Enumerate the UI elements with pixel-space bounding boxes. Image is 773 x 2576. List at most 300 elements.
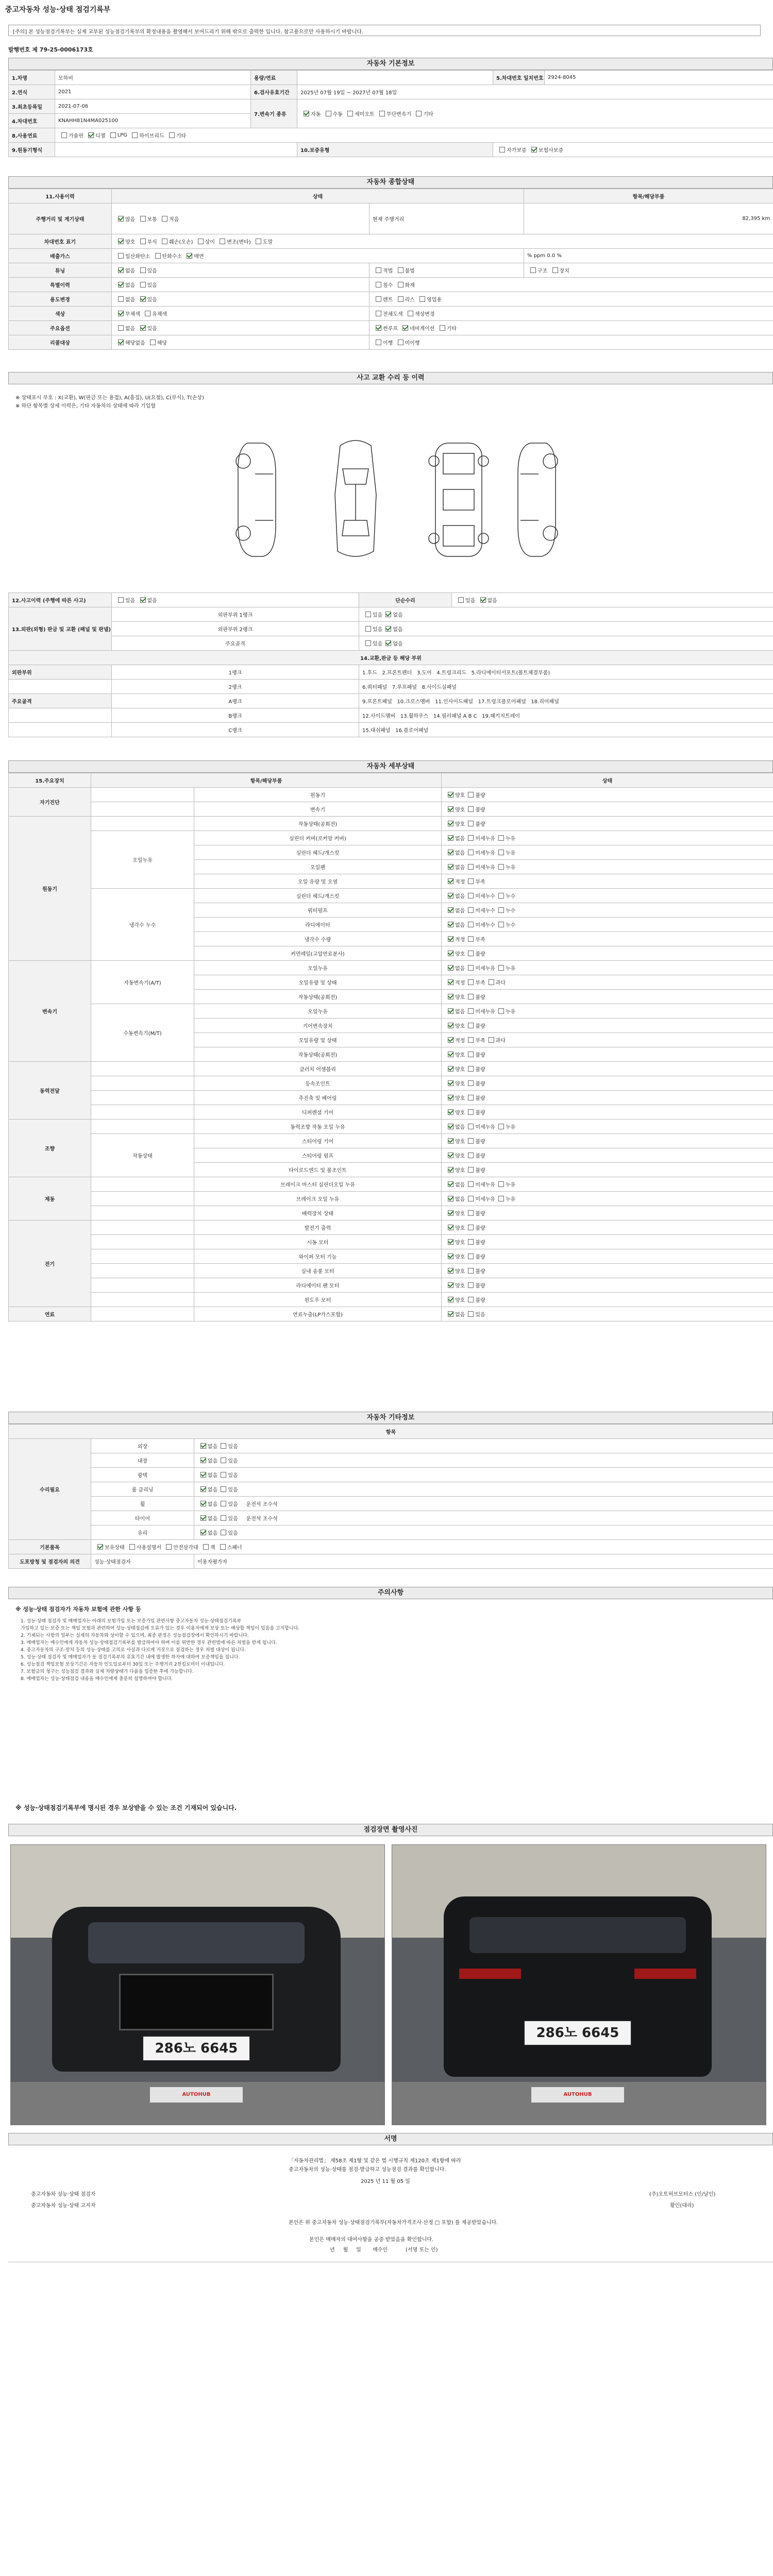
- label-simple-repair: 단순수리: [359, 593, 452, 607]
- label-panel-repair: 13.외판(외형) 판금 및 교환 (패널 및 판넬): [9, 607, 112, 651]
- detail-state-checkbox[interactable]: [448, 1167, 453, 1173]
- detail-state-checkbox[interactable]: [448, 1311, 453, 1317]
- detail-state-checkbox[interactable]: [448, 1080, 453, 1086]
- section-accident-history: 사고 교환 수리 등 이력: [8, 372, 773, 384]
- detail-state-checkbox[interactable]: [448, 979, 453, 985]
- item-room-cleaning: 룸 클리닝: [91, 1482, 194, 1497]
- value-first-reg: 2021-07-06: [55, 99, 251, 114]
- header-main-device: 15.주요장치: [9, 773, 91, 788]
- detail-state: 없음 미세누유 누유: [442, 831, 773, 845]
- item-basic: 기본품목: [9, 1540, 91, 1554]
- header-item: 항목: [9, 1425, 773, 1439]
- notes-paragraphs: 1. 성능·상태 점검자 및 매매업자는 아래의 보험가입 또는 보증가입 관련사항 중고자동차 성능·상태점검기록부 가입하고 있는 보증 또는 책임 보험과 관련하여 성능·상태점검에 오류가 있는 경우 이용자에게 보상 또는 배상할 책임이 있음을 고지합니다. 2. 기재되는 사항의 일부는 실제의 자동차와 상이할 수 있으며, 최종 판정은 성능점검장에서 확인하시기 바랍니다. 3. 매매업자는 매수인에게 자동차 성능·상태점검기록부를 발급하여야 하며 이를 위반한 경우 관련법에 따른 처벌을 받게 됩니다. 4. 중고자동차의 구조·장치 등의 성능·상태를 고의로 사실과 다르게 거짓으로 점검하는 경우 처벌 대상이 됩니다. 5. 성능·상태 점검자 및 매매업자가 동 점검기록부의 유효기간 내에 발생한 하자에 대하여 보증책임을 집니다. 6. 성능점검 책임보험 보상기간은 자동차 인도일로부터 30일 또는 주행거리 2천킬로미터 이내입니다. 7. 보험금의 청구는 성능점검 결과와 실제 차량상태가 다름을 입증한 후에 가능합니다. 8. 매매업자는 성능·상태점검 내용을 매수인에게 충분히 설명하여야 합니다.: [21, 1619, 300, 1682]
- accident-legend: [15, 394, 204, 411]
- detail-state-checkbox[interactable]: [468, 936, 474, 942]
- value-inspector: (주)오토허브모터스 (인/날인): [649, 2192, 716, 2197]
- checkbox-chromatic[interactable]: [145, 311, 150, 316]
- detail-state-checkbox[interactable]: [468, 1297, 474, 1302]
- checkbox-jack[interactable]: [203, 1544, 209, 1550]
- detail-state: 양호 불량: [442, 1293, 773, 1307]
- label-usage-change: 용도변경: [9, 292, 112, 307]
- detail-state-checkbox[interactable]: [468, 1153, 474, 1158]
- detail-state-checkbox[interactable]: [448, 1210, 453, 1216]
- detail-state: 없음 미세누수 누수: [442, 918, 773, 932]
- detail-state-checkbox[interactable]: [468, 965, 474, 971]
- detail-state-checkbox[interactable]: [498, 864, 504, 870]
- checkbox-frame-no[interactable]: [385, 640, 391, 646]
- detail-state-checkbox[interactable]: [468, 979, 474, 985]
- rank-c: C랭크: [112, 723, 359, 737]
- detail-state-checkbox[interactable]: [448, 922, 453, 927]
- checkbox-smoke[interactable]: [187, 253, 192, 259]
- checkbox-commercial[interactable]: [419, 296, 425, 302]
- checkbox-color-change[interactable]: [408, 311, 413, 316]
- checkbox-special-none[interactable]: [118, 282, 124, 287]
- detail-group: 연료: [9, 1307, 91, 1321]
- checkbox-polish-none[interactable]: [200, 1472, 206, 1478]
- checkbox-repair-yes[interactable]: [458, 597, 464, 603]
- detail-state: 없음 미세누수 누수: [442, 889, 773, 903]
- detail-state: 양호 불량: [442, 1076, 773, 1091]
- detail-item: 타이로드엔드 및 볼조인트: [194, 1163, 442, 1177]
- detail-state-checkbox[interactable]: [468, 1138, 474, 1144]
- detail-row: [9, 1206, 773, 1221]
- receiver-statement-2: 본인은 매매자의 대여사항을 공증 받았음을 확인합니다.: [309, 2237, 434, 2243]
- checkbox-flood[interactable]: [376, 282, 381, 287]
- detail-item: 배력장치 상태: [194, 1206, 442, 1221]
- detail-item: 변속기: [194, 802, 442, 817]
- detail-state-checkbox[interactable]: [498, 835, 504, 841]
- checkbox-tuning-legal[interactable]: [376, 267, 381, 273]
- checkbox-tire-yes[interactable]: [221, 1515, 226, 1521]
- checkbox-spanner[interactable]: [220, 1544, 226, 1550]
- detail-state-checkbox[interactable]: [468, 1311, 474, 1317]
- detail-item: 실린더 커버(로커암 커버): [194, 831, 442, 845]
- rank-b: B랭크: [112, 708, 359, 723]
- detail-state-checkbox[interactable]: [448, 878, 453, 884]
- detail-state: 양호 불량: [442, 1221, 773, 1235]
- detail-state-checkbox[interactable]: [489, 1037, 494, 1043]
- detail-state-checkbox[interactable]: [468, 1008, 474, 1014]
- detail-state-checkbox[interactable]: [448, 965, 453, 971]
- header-state: 상태: [112, 189, 524, 204]
- label-inspection-validity: 6.검사유효기간: [251, 85, 297, 99]
- group-outer-panel: 외판부위: [9, 665, 112, 680]
- detail-state-checkbox[interactable]: [468, 1080, 474, 1086]
- detail-state-checkbox[interactable]: [448, 1153, 453, 1158]
- checkbox-mileage-normal[interactable]: [140, 216, 146, 222]
- checkbox-navigation[interactable]: [402, 325, 408, 331]
- checkbox-usage-yes[interactable]: [140, 296, 146, 302]
- detail-state-checkbox[interactable]: [468, 1181, 474, 1187]
- label-mileage: 주행거리 및 계기상태: [9, 204, 112, 234]
- checkbox-vin-damage[interactable]: [162, 239, 167, 244]
- detail-state-checkbox[interactable]: [468, 1167, 474, 1173]
- detail-state-checkbox[interactable]: [448, 792, 453, 798]
- detail-state-checkbox[interactable]: [468, 1052, 474, 1057]
- detail-state-checkbox[interactable]: [468, 850, 474, 855]
- detail-state-checkbox[interactable]: [468, 1239, 474, 1245]
- detail-state-checkbox[interactable]: [498, 1008, 504, 1014]
- detail-row: [9, 1134, 773, 1148]
- detail-row: [9, 1221, 773, 1235]
- detail-state: 없음 있음: [442, 1307, 773, 1321]
- warranty-options: 자가보증 보험사보증: [493, 143, 773, 157]
- rank-2: 2랭크: [112, 680, 359, 694]
- checkbox-gasoline[interactable]: [61, 132, 67, 138]
- detail-state-checkbox[interactable]: [468, 806, 474, 812]
- detail-state-checkbox[interactable]: [448, 821, 453, 826]
- detail-state-checkbox[interactable]: [448, 936, 453, 942]
- checkbox-ext-none[interactable]: [200, 1443, 206, 1449]
- checkbox-manual-book[interactable]: [129, 1544, 135, 1550]
- checkbox-recall-pending[interactable]: [398, 340, 404, 345]
- checkbox-vin-differ[interactable]: [198, 239, 204, 244]
- value-dealer: 황인(대리): [670, 2203, 694, 2209]
- checkbox-fire[interactable]: [398, 282, 404, 287]
- checkbox-rank2-yes[interactable]: [365, 626, 371, 632]
- detail-state-checkbox[interactable]: [468, 1095, 474, 1100]
- detail-row: [9, 1249, 773, 1264]
- detail-state-checkbox[interactable]: [468, 922, 474, 927]
- header-parts: 항목/해당부품: [91, 773, 442, 788]
- other-info-table: 항목 수리필요 외장 없음 있음 내장 없음 있음 광택 없음 있음 룸 클리닝 없음 있음 휠 없음 있음 운전석 조수석 타이어 없음 있음 운전석 조수석 유리 없음 있음 기본품목 보유상태 사용설명서 안전삼각대 잭 스패너 도포방청 및 점검자의 의견 성능·상태점검자 이용자평가자: [8, 1424, 773, 1569]
- detail-group: 원동기: [9, 817, 91, 961]
- detail-state: 없음 미세누유 누유: [442, 1120, 773, 1134]
- detail-item: 원동기: [194, 788, 442, 802]
- detail-item: 와이퍼 모터 기능: [194, 1249, 442, 1264]
- label-vin-match: 5.차대번호 일치번호: [493, 71, 545, 85]
- detail-state: 적정 부족: [442, 874, 773, 889]
- detail-subgroup-empty: [91, 1062, 194, 1076]
- checkbox-rank1-no[interactable]: [385, 612, 391, 617]
- label-transmission: 7.변속기 종류: [251, 99, 297, 128]
- detail-state-checkbox[interactable]: [448, 1268, 453, 1274]
- checkbox-int-yes[interactable]: [221, 1458, 226, 1463]
- checkbox-tire-none[interactable]: [200, 1515, 206, 1521]
- label-warranty: 10.보증유형: [297, 143, 493, 157]
- label-dealer: 중고자동차 성능·상태 고지자: [31, 2203, 96, 2209]
- detail-state-checkbox[interactable]: [498, 1181, 504, 1187]
- checkbox-tuning-yes[interactable]: [140, 267, 146, 273]
- detail-state-checkbox[interactable]: [468, 907, 474, 913]
- label-color: 색상: [9, 307, 112, 321]
- detail-state-checkbox[interactable]: [448, 994, 453, 999]
- detail-item: 실내 송풍 모터: [194, 1264, 442, 1278]
- section-signature: 서명: [8, 2133, 773, 2145]
- detail-state-checkbox[interactable]: [448, 1297, 453, 1302]
- detail-item: 스티어링 기어: [194, 1134, 442, 1148]
- checkbox-fuel-other[interactable]: [169, 132, 175, 138]
- checkbox-clean-yes[interactable]: [221, 1486, 226, 1492]
- detail-row: [9, 889, 773, 903]
- notice-box: [주의] 본 성능점검기록부는 실제 교부된 성능점검기록부의 확정내용을 촬영해서 보여드리기 위해 밖으로 출력한 입니다. 참고용으로만 사용하시기 바랍니다.: [8, 25, 761, 36]
- detail-subgroup: 수동변속기(M/T): [91, 1004, 194, 1062]
- checkbox-tuning-structure[interactable]: [530, 267, 536, 273]
- checkbox-mileage-high[interactable]: [118, 216, 124, 222]
- detail-state-checkbox[interactable]: [498, 850, 504, 855]
- detail-item: 등속조인트: [194, 1076, 442, 1091]
- checkbox-tuning-device[interactable]: [552, 267, 558, 273]
- detail-state-checkbox[interactable]: [448, 1109, 453, 1115]
- detail-subgroup-empty: [91, 1264, 194, 1278]
- detail-state-checkbox[interactable]: [448, 1124, 453, 1129]
- item-interior: 내장: [91, 1453, 194, 1468]
- checkbox-tuning-illegal[interactable]: [398, 267, 404, 273]
- checkbox-semi-auto[interactable]: [347, 111, 353, 116]
- detail-state: 양호 불량: [442, 1019, 773, 1033]
- checkbox-glass-none[interactable]: [200, 1530, 206, 1535]
- detail-subgroup-empty: [91, 817, 194, 831]
- detail-state-checkbox[interactable]: [498, 965, 504, 971]
- checkbox-lpg[interactable]: [110, 132, 116, 138]
- checkbox-ext-yes[interactable]: [221, 1443, 226, 1449]
- detail-state-checkbox[interactable]: [448, 850, 453, 855]
- detail-state: 양호 불량: [442, 946, 773, 961]
- checkbox-rank2-no[interactable]: [385, 626, 391, 632]
- detail-state-checkbox[interactable]: [468, 1066, 474, 1072]
- checkbox-vin-alter[interactable]: [220, 239, 225, 244]
- header-condition: 상태: [442, 773, 773, 788]
- lift-logo-rear: AUTOHUB: [531, 2087, 624, 2103]
- detail-state-checkbox[interactable]: [468, 1210, 474, 1216]
- detail-state: 적정 부족 과다: [442, 1033, 773, 1047]
- checkbox-glass-yes[interactable]: [221, 1530, 226, 1535]
- checkbox-basic-own[interactable]: [97, 1544, 103, 1550]
- detail-subgroup-empty: [91, 1278, 194, 1293]
- checkbox-accident-no[interactable]: [140, 597, 146, 603]
- detail-subgroup-empty: [91, 1206, 194, 1221]
- detail-state-checkbox[interactable]: [448, 1037, 453, 1043]
- detail-state-checkbox[interactable]: [468, 1196, 474, 1201]
- checkbox-co[interactable]: [118, 253, 124, 259]
- checkbox-rank1-yes[interactable]: [365, 612, 371, 617]
- checkbox-repair-no[interactable]: [480, 597, 486, 603]
- rank-a: A랭크: [112, 694, 359, 708]
- detail-state-checkbox[interactable]: [448, 907, 453, 913]
- item-polish: 광택: [91, 1468, 194, 1482]
- detail-subgroup-empty: [91, 1192, 194, 1206]
- detail-state-checkbox[interactable]: [468, 835, 474, 841]
- detail-state-checkbox[interactable]: [468, 893, 474, 899]
- checkbox-accident-yes[interactable]: [118, 597, 124, 603]
- detail-state-checkbox[interactable]: [468, 1109, 474, 1115]
- detail-subgroup: 오일누유: [91, 831, 194, 889]
- label-outer-rank2: 외판부위 2랭크: [112, 622, 359, 636]
- detail-group: 조향: [9, 1120, 91, 1177]
- checkbox-cvt[interactable]: [379, 111, 385, 116]
- detail-state-checkbox[interactable]: [498, 1196, 504, 1201]
- checkbox-sunroof[interactable]: [376, 325, 381, 331]
- value-inspection-validity: 2025년 07월 19일 ~ 2027년 07월 18일: [297, 85, 773, 99]
- label-special-history: 특별이력: [9, 278, 112, 292]
- label-fuel: 8.사용연료: [9, 128, 55, 143]
- detail-state-checkbox[interactable]: [448, 864, 453, 870]
- detail-group: 제동: [9, 1177, 91, 1221]
- detail-state-checkbox[interactable]: [448, 1239, 453, 1245]
- item-exterior: 외장: [91, 1439, 194, 1453]
- checkbox-rent[interactable]: [376, 296, 381, 302]
- checkbox-hc[interactable]: [155, 253, 161, 259]
- checkbox-mileage-low[interactable]: [162, 216, 167, 222]
- detail-state-checkbox[interactable]: [448, 1196, 453, 1201]
- checkbox-vin-painted[interactable]: [256, 239, 261, 244]
- detail-item: 워터펌프: [194, 903, 442, 918]
- car-right-side-icon: [518, 443, 558, 556]
- detail-table: [8, 773, 773, 1321]
- detail-row: [9, 961, 773, 975]
- checkbox-recall-none[interactable]: [118, 340, 124, 345]
- detail-state-checkbox[interactable]: [468, 1253, 474, 1259]
- checkbox-frame-yes[interactable]: [365, 640, 371, 646]
- detail-row: [9, 1264, 773, 1278]
- detail-state-checkbox[interactable]: [468, 1225, 474, 1230]
- detail-subgroup-empty: [91, 1177, 194, 1192]
- checkbox-options-none[interactable]: [118, 325, 124, 331]
- checkbox-vin-good[interactable]: [118, 239, 124, 244]
- label-vin-marking: 차대번호 표기: [9, 234, 112, 249]
- detail-state-checkbox[interactable]: [448, 1181, 453, 1187]
- checkbox-vin-rust[interactable]: [140, 239, 146, 244]
- value-car-name: 모하비: [55, 71, 251, 85]
- label-repair-needed: 수리필요: [9, 1439, 91, 1540]
- checkbox-full-paint[interactable]: [376, 311, 381, 316]
- detail-item: 오일유량 및 상태: [194, 1033, 442, 1047]
- detail-state-checkbox[interactable]: [448, 1225, 453, 1230]
- checkbox-other[interactable]: [416, 111, 422, 116]
- detail-subgroup-empty: [91, 1105, 194, 1120]
- detail-state: 양호 불량: [442, 1134, 773, 1148]
- checkbox-insurance-warranty[interactable]: [531, 147, 537, 152]
- detail-subgroup-empty: [91, 788, 194, 802]
- signature-line-1: 「자동차관리법」 제58조 제1항 및 같은 법 시행규칙 제120조 제1항에 따라: [289, 2158, 461, 2164]
- checkbox-wheel-none[interactable]: [200, 1501, 206, 1506]
- detail-item: 발전기 출력: [194, 1221, 442, 1235]
- detail-state-checkbox[interactable]: [448, 1008, 453, 1014]
- car-top-view-icon: [335, 440, 376, 556]
- detail-state-checkbox[interactable]: [468, 1268, 474, 1274]
- checkbox-manual[interactable]: [326, 111, 331, 116]
- detail-state-checkbox[interactable]: [489, 979, 494, 985]
- checkbox-recall-yes[interactable]: [150, 340, 156, 345]
- detail-item: 브레이크 오일 누유: [194, 1192, 442, 1206]
- detail-item: 시동 모터: [194, 1235, 442, 1249]
- detail-state-checkbox[interactable]: [468, 864, 474, 870]
- detail-item: 윈도우 모터: [194, 1293, 442, 1307]
- checkbox-achromatic[interactable]: [118, 311, 124, 316]
- checkbox-usage-none[interactable]: [118, 296, 124, 302]
- detail-state: 없음 미세누유 누유: [442, 860, 773, 874]
- label-evaluator-opinion: 이용자평가자: [194, 1554, 773, 1569]
- notes-warning-1: ※ 성능·상태 점검자가 자동차 보험에 관한 사항 등: [15, 1606, 141, 1613]
- label-year: 2.연식: [9, 85, 55, 99]
- document-title: 중고자동차 성능·상태 점검기록부: [5, 6, 111, 14]
- checkbox-wheel-yes[interactable]: [221, 1501, 226, 1506]
- detail-group: 전기: [9, 1221, 91, 1307]
- detail-state-checkbox[interactable]: [498, 893, 504, 899]
- detail-state: 없음 미세누유 누유: [442, 1004, 773, 1019]
- detail-subgroup-empty: [91, 1293, 194, 1307]
- signature-line-2: 중고자동차의 성능·상태를 점검·발급하고 성능점검 결과를 확인합니다.: [289, 2167, 446, 2173]
- detail-state-checkbox[interactable]: [448, 1095, 453, 1100]
- item-tire: 타이어: [91, 1511, 194, 1526]
- detail-subgroup-empty: [91, 1221, 194, 1235]
- label-engine-type: 9.원동기형식: [9, 143, 55, 157]
- detail-state-checkbox[interactable]: [448, 1066, 453, 1072]
- detail-state-checkbox[interactable]: [468, 1023, 474, 1028]
- checkbox-polish-yes[interactable]: [221, 1472, 226, 1478]
- checkbox-special-yes[interactable]: [140, 282, 146, 287]
- detail-row: [9, 1091, 773, 1105]
- detail-state-checkbox[interactable]: [498, 907, 504, 913]
- checkbox-options-yes[interactable]: [140, 325, 146, 331]
- detail-state-checkbox[interactable]: [468, 951, 474, 956]
- detail-state-checkbox[interactable]: [448, 835, 453, 841]
- detail-state-checkbox[interactable]: [468, 821, 474, 826]
- detail-state-checkbox[interactable]: [448, 1253, 453, 1259]
- label-main-options: 주요옵션: [9, 321, 112, 335]
- detail-state-checkbox[interactable]: [498, 922, 504, 927]
- checkbox-int-none[interactable]: [200, 1458, 206, 1463]
- detail-item: 오일팬: [194, 860, 442, 874]
- rank-1: 1랭크: [112, 665, 359, 680]
- checkbox-auto[interactable]: [304, 111, 309, 116]
- detail-state-checkbox[interactable]: [448, 893, 453, 899]
- detail-state-checkbox[interactable]: [448, 951, 453, 956]
- detail-item: 오일누유: [194, 961, 442, 975]
- checkbox-clean-none[interactable]: [200, 1486, 206, 1492]
- detail-subgroup-empty: [91, 1120, 194, 1134]
- checkbox-recall-done[interactable]: [376, 340, 381, 345]
- detail-state-checkbox[interactable]: [448, 1052, 453, 1057]
- detail-state-checkbox[interactable]: [448, 806, 453, 812]
- detail-state-checkbox[interactable]: [468, 1037, 474, 1043]
- detail-state-checkbox[interactable]: [498, 1124, 504, 1129]
- detail-state-checkbox[interactable]: [468, 1282, 474, 1288]
- section-notes: 주의사항: [8, 1587, 773, 1599]
- checkbox-tuning-none[interactable]: [118, 267, 124, 273]
- detail-item: 실린더 헤드/개스킷: [194, 845, 442, 860]
- detail-subgroup-empty: [91, 1091, 194, 1105]
- detail-state-checkbox[interactable]: [448, 1138, 453, 1144]
- checkbox-lease[interactable]: [398, 296, 404, 302]
- detail-item: 오일유량 및 상태: [194, 975, 442, 990]
- detail-state-checkbox[interactable]: [468, 792, 474, 798]
- detail-item: 실린더 헤드/개스킷: [194, 889, 442, 903]
- photo-rear: [392, 1844, 766, 2125]
- detail-state: 없음 미세누유 누유: [442, 1177, 773, 1192]
- checkbox-self-warranty[interactable]: [499, 147, 505, 152]
- detail-state-checkbox[interactable]: [468, 1124, 474, 1129]
- legend-line-2: ※ 하단 항목별 상세 이력은, 기타 자동차의 상태에 따라 기입함: [15, 403, 156, 409]
- header-parts: 항목/해당부품: [524, 189, 773, 204]
- detail-row: [9, 1177, 773, 1192]
- detail-state-checkbox[interactable]: [448, 1023, 453, 1028]
- detail-state-checkbox[interactable]: [468, 994, 474, 999]
- checkbox-diesel[interactable]: [88, 132, 94, 138]
- checkbox-triangle[interactable]: [166, 1544, 172, 1550]
- header-usage: 11.사용이력: [9, 189, 112, 204]
- label-capacity: 용량/연료: [251, 71, 297, 85]
- checkbox-options-other[interactable]: [440, 325, 445, 331]
- detail-item: 브레이크 마스터 실린더오일 누유: [194, 1177, 442, 1192]
- checkbox-hybrid[interactable]: [132, 132, 138, 138]
- detail-state-checkbox[interactable]: [448, 1282, 453, 1288]
- detail-state-checkbox[interactable]: [468, 878, 474, 884]
- value-year: 2021: [55, 85, 251, 99]
- detail-state: 양호 불량: [442, 1264, 773, 1278]
- detail-state: 양호 불량: [442, 990, 773, 1004]
